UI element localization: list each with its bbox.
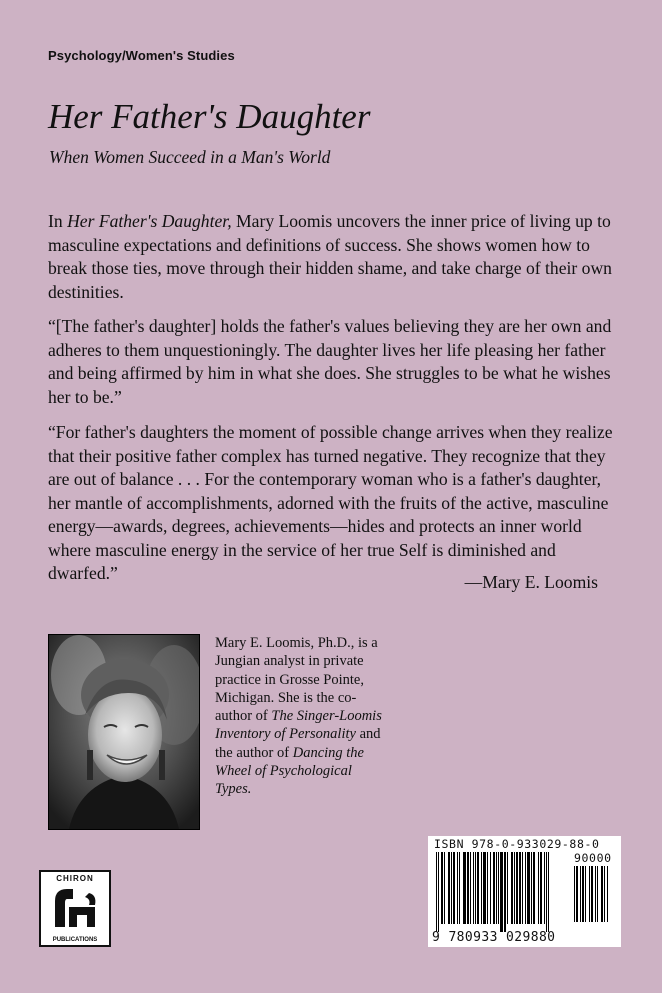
barcode-bar	[496, 852, 497, 924]
chiron-icon	[49, 885, 101, 929]
barcode-bar	[459, 852, 460, 924]
barcode-bar	[531, 852, 532, 924]
barcode-bar	[538, 852, 539, 924]
barcode-bar	[453, 852, 455, 924]
description-book-title: Her Father's Daughter,	[67, 211, 232, 231]
barcode-bar	[597, 866, 598, 922]
barcode-bar	[546, 852, 547, 932]
isbn-label: ISBN 978-0-933029-88-0	[434, 837, 600, 851]
barcode-bar	[585, 866, 586, 922]
author-bio	[215, 634, 385, 799]
barcode-bar	[576, 866, 578, 922]
isbn-barcode	[428, 836, 621, 947]
barcode-bar	[487, 852, 488, 924]
barcode-bar	[511, 852, 513, 924]
barcode-bar	[574, 866, 575, 922]
quote-paragraph-1: “[The father's daughter] holds the father's values believing they are her own and adheres to them unquestioningly. The daughter lives her life pleasing her father and being affirmed by him in what she does. She struggles to be what he wishes her to be.”	[48, 316, 612, 407]
barcode-bar	[477, 852, 479, 924]
bio-work-1: The Singer-Loomis Inventory of Personality	[215, 708, 382, 743]
barcode-bar	[525, 852, 526, 924]
barcode-bar	[444, 852, 445, 924]
barcode-digits: 9 780933 029880	[432, 930, 556, 945]
barcode-addon-number: 90000	[574, 851, 612, 865]
barcode-bar	[514, 852, 515, 924]
barcode-bar	[473, 852, 474, 924]
quote-attribution: —Mary E. Loomis	[464, 572, 598, 592]
barcode-bar	[540, 852, 542, 924]
barcode-bar	[533, 852, 535, 924]
barcode-bar	[607, 866, 608, 922]
barcode-bar	[483, 852, 486, 924]
barcode-bar	[467, 852, 469, 924]
barcode-bar	[451, 852, 452, 924]
quote-paragraph-2: “For father's daughters the moment of possible change arrives when they realize that their positive father complex has turned negative. They recognize that they are out of balance . . . For the contemporary woman who is a father's daughter, her mantle of accomplishments, adorned with the fruits of the active, masculine energy—awards, degrees, achievements—hides and protects an inner world where masculine energy in the service of her true Self is diminished and dwarfed.”	[48, 422, 613, 583]
barcode-bar	[519, 852, 521, 924]
description-rest: Mary Loomis uncovers the inner price of living up to masculine expectations and definitions of success. She shows women how to break those ties, move through their hidden shame, and take charge of their own destinities.	[48, 211, 612, 302]
barcode-addon-bars	[574, 866, 616, 930]
barcode-bar	[441, 852, 443, 924]
barcode-bar	[470, 852, 471, 924]
barcode-bar	[591, 866, 593, 922]
barcode-bar	[475, 852, 476, 924]
barcode-bar	[548, 852, 549, 932]
barcode-bar	[516, 852, 518, 924]
barcode-bar	[582, 866, 584, 922]
barcode-bar	[595, 866, 596, 922]
barcode-bar	[580, 866, 581, 922]
barcode-bar	[527, 852, 530, 924]
barcode-bar	[448, 852, 450, 924]
barcode-bar	[498, 852, 499, 924]
barcode-bar	[493, 852, 495, 924]
barcode-bar	[481, 852, 482, 924]
barcode-bar	[601, 866, 603, 922]
barcode-bars	[436, 852, 570, 932]
barcode-bar	[438, 852, 439, 932]
description-paragraph	[48, 210, 618, 304]
publisher-logo-top: CHIRON	[56, 874, 94, 883]
book-title: Her Father's Daughter	[48, 97, 371, 136]
barcode-bar	[544, 852, 545, 924]
bio-text: Mary E. Loomis, Ph.D., is a Jungian analyst in private practice in Grosse Pointe, Michigan. She is the co-author of	[215, 635, 378, 725]
book-subtitle: When Women Succeed in a Man's World	[49, 147, 331, 167]
author-photo	[48, 634, 200, 830]
barcode-bar	[457, 852, 458, 924]
category-label: Psychology/Women's Studies	[48, 48, 235, 63]
barcode-bar	[504, 852, 506, 932]
barcode-bar	[463, 852, 466, 924]
barcode-bar	[500, 852, 503, 932]
publisher-logo-bottom: PUBLICATIONS	[52, 937, 98, 943]
barcode-bar	[604, 866, 605, 922]
publisher-logo	[39, 870, 111, 947]
bio-work-2: Dancing the Wheel of Psychological Types.	[215, 744, 364, 798]
bio-middle: and the author of	[215, 726, 381, 761]
barcode-bar	[490, 852, 491, 924]
barcode-bar	[522, 852, 523, 924]
barcode-bar	[589, 866, 590, 922]
barcode-bar	[436, 852, 437, 932]
description-intro: In	[48, 211, 63, 231]
barcode-bar	[507, 852, 508, 924]
